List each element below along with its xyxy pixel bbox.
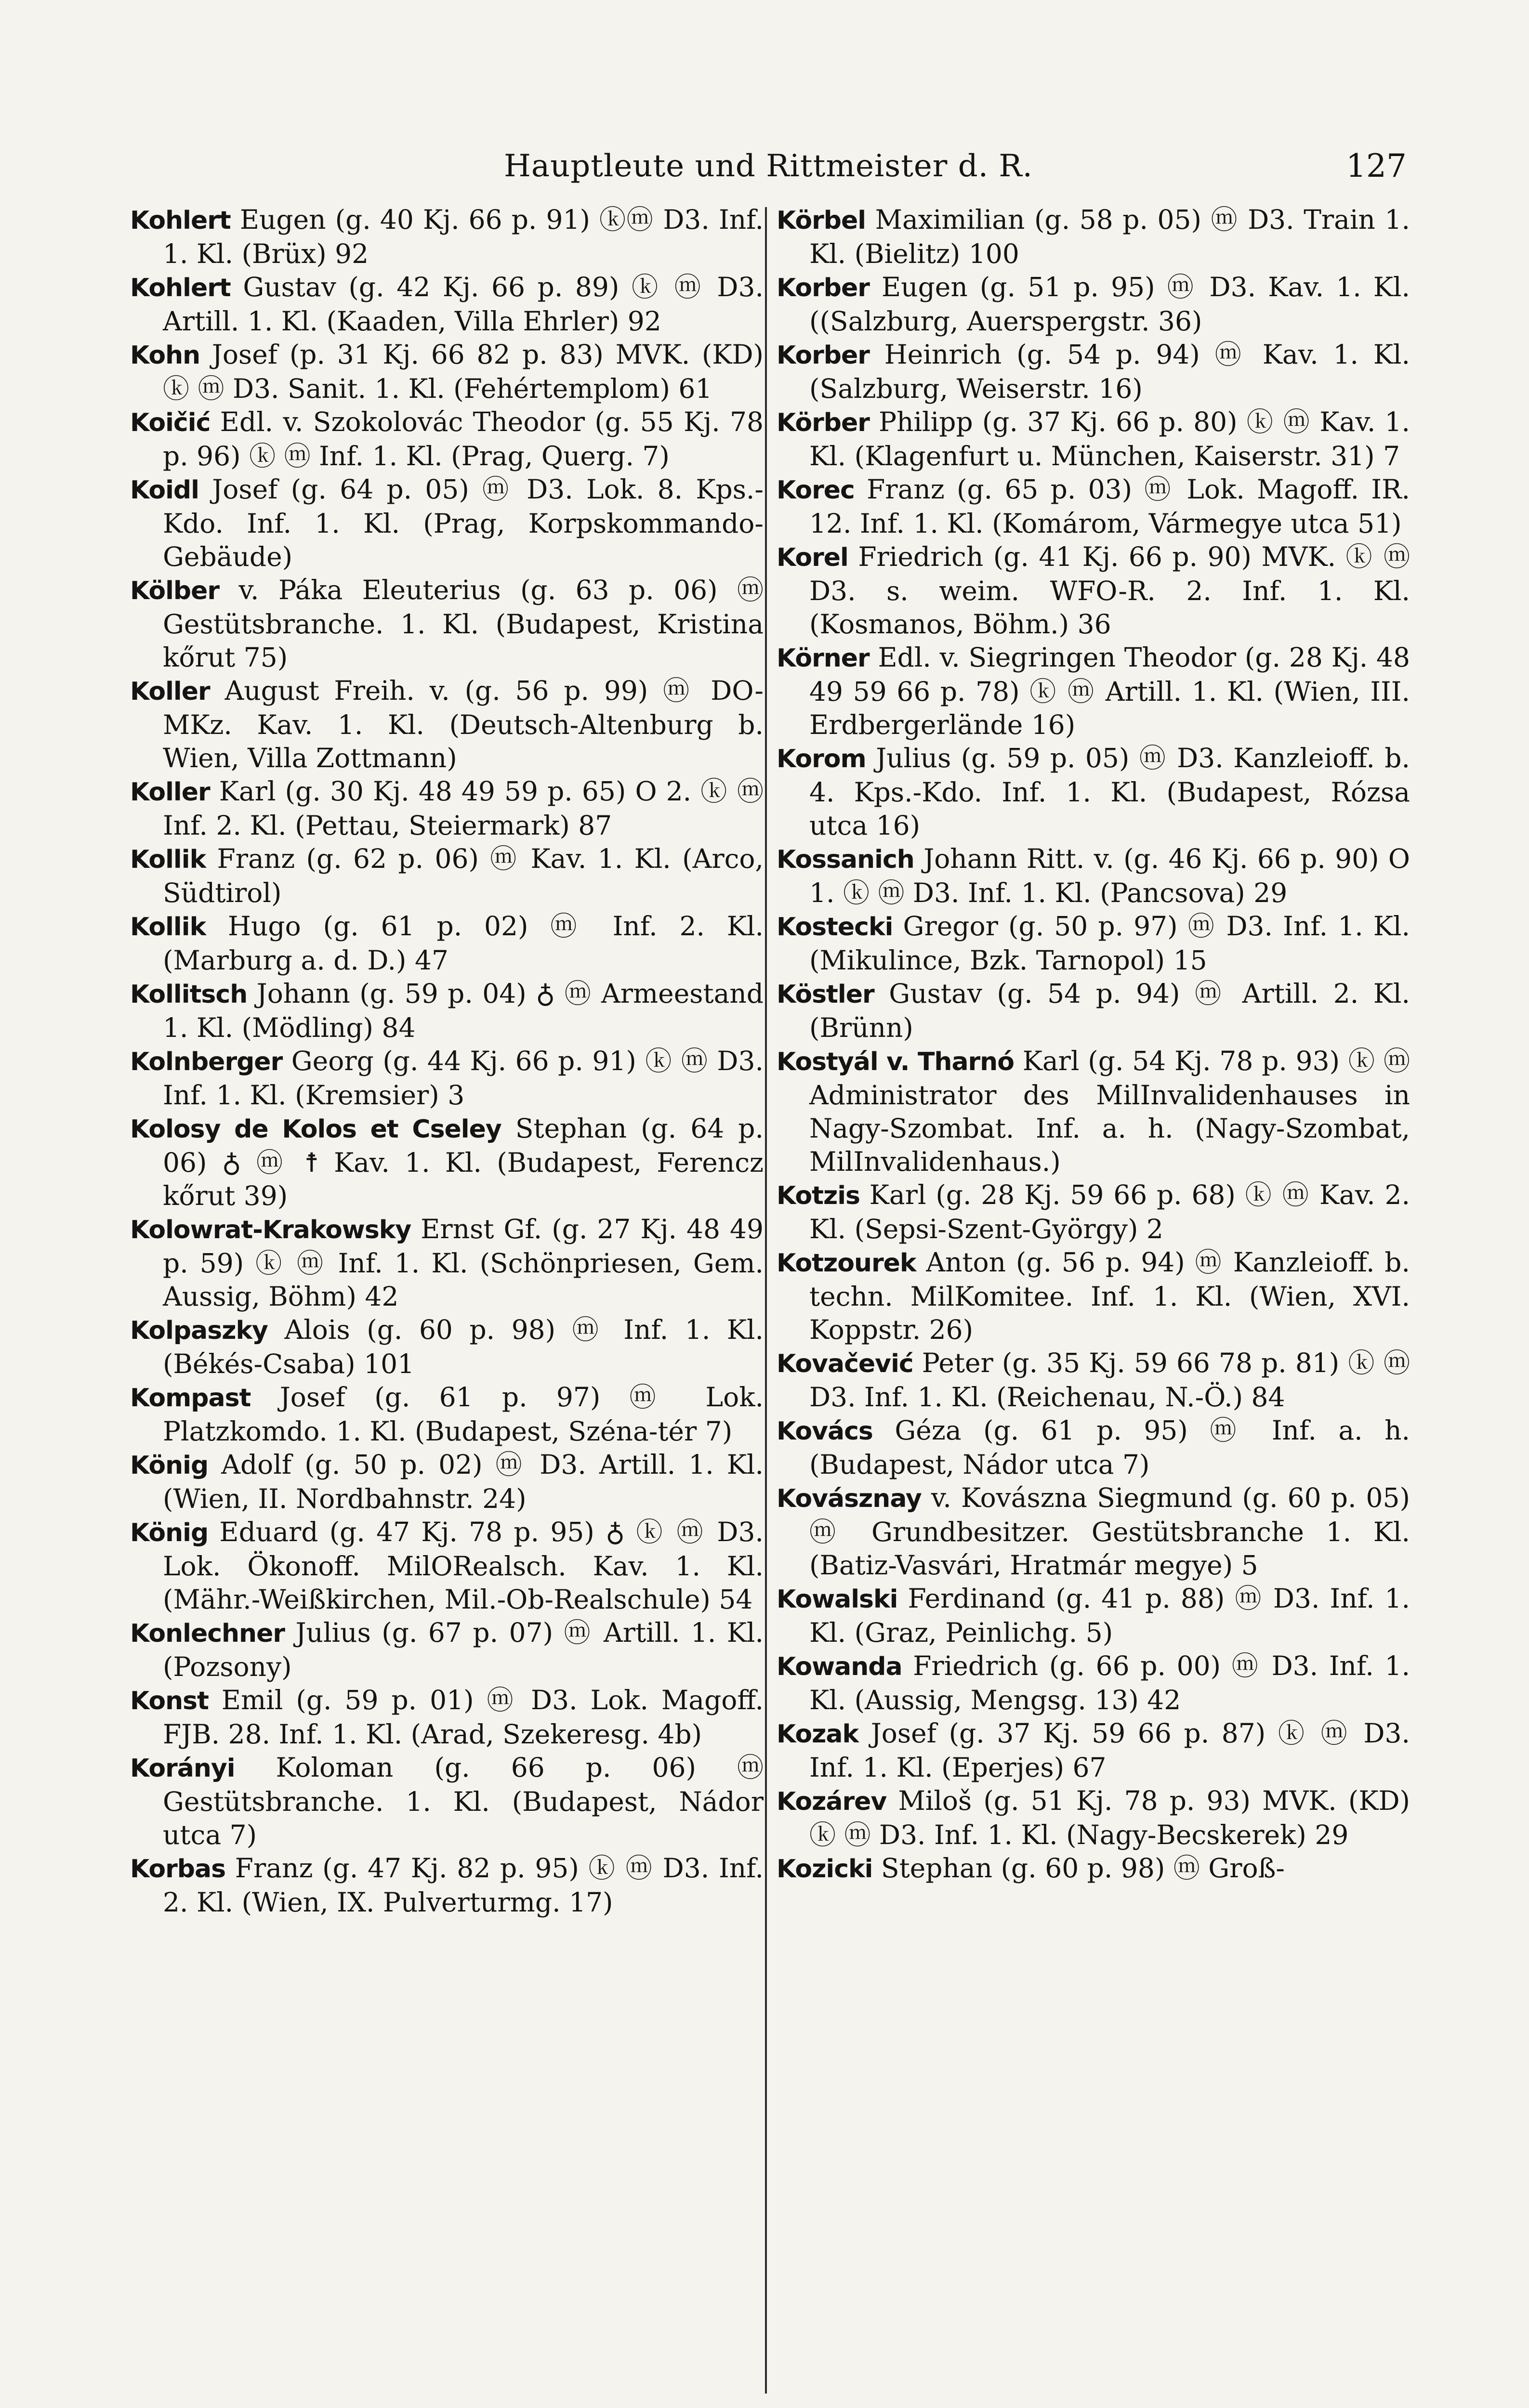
entry-surname: Kovásznay [777,1484,922,1513]
entry-details: Heinrich (g. 54 p. 94) ⓜ Kav. 1. Kl. (Salzburg, Weiserstr. 16) [809,339,1410,404]
entry-details: Franz (g. 65 p. 03) ⓜ Lok. Magoff. IR. 12. Inf. 1. Kl. (Komárom, Vármegye utca 51) [809,474,1410,539]
entry-details: Géza (g. 61 p. 95) ⓜ Inf. a. h. (Budapest, Nádor utca 7) [809,1415,1410,1480]
entry-surname: Körner [777,644,870,673]
entry-details: Karl (g. 54 Kj. 78 p. 93) ⓚ ⓜ Administrator des MilInvalidenhauses in Nagy-Szombat. Inf. a. h. (Nagy-Szombat, MilInvalidenhaus.) [809,1046,1410,1177]
entry-details: Gustav (g. 54 p. 94) ⓜ Artill. 2. Kl. (Brünn) [809,978,1410,1043]
entry-surname: Korányi [130,1754,235,1783]
directory-entry [777,540,1410,641]
entry-details: Adolf (g. 50 p. 02) ⓜ D3. Artill. 1. Kl. (Wien, II. Nordbahnstr. 24) [163,1449,764,1514]
directory-entry [130,842,764,910]
entry-surname: Kollik [130,845,206,874]
entry-surname: Kolowrat-Krakowsky [130,1216,411,1244]
entry-surname: Kozicki [777,1855,873,1884]
entry-details: Stephan (g. 64 p. 06) ♁ ⓜ ☨ Kav. 1. Kl. (Budapest, Ferencz kőrut 39) [163,1113,764,1211]
entry-details: Josef (g. 37 Kj. 59 66 p. 87) ⓚ ⓜ D3. Inf. 1. Kl. (Eperjes) 67 [809,1718,1410,1783]
entry-details: Hugo (g. 61 p. 02) ⓜ Inf. 2. Kl. (Marburg a. d. D.) 47 [163,911,764,976]
entry-surname: Kowalski [777,1585,898,1614]
directory-entry [130,338,764,406]
directory-entry [777,1347,1410,1414]
directory-entry [777,1246,1410,1347]
directory-entry [777,1178,1410,1246]
entry-details: Stephan (g. 60 p. 98) ⓜ Groß- [881,1853,1285,1884]
entry-details: Philipp (g. 37 Kj. 66 p. 80) ⓚ ⓜ Kav. 1. Kl. (Klagenfurt u. München, Kaiserstr. 31) 7 [809,406,1410,471]
entry-details: Josef (g. 64 p. 05) ⓜ D3. Lok. 8. Kps.-Kdo. Inf. 1. Kl. (Prag, Korpskommando-Gebäude) [163,474,764,572]
directory-entry [777,473,1410,540]
entry-surname: Kohlert [130,206,231,235]
entry-details: Julius (g. 67 p. 07) ⓜ Artill. 1. Kl. (Pozsony) [163,1617,764,1682]
directory-entry [130,1516,764,1616]
entry-surname: Kollitsch [130,980,248,1009]
directory-entry [130,1045,764,1112]
entry-details: Anton (g. 56 p. 94) ⓜ Kanzleioff. b. techn. MilKomitee. Inf. 1. Kl. (Wien, XVI. Koppstr. 26) [809,1247,1410,1345]
entry-details: Edl. v. Szokolovác Theodor (g. 55 Kj. 78 p. 96) ⓚ ⓜ Inf. 1. Kl. (Prag, Querg. 7) [163,406,764,471]
directory-entry [130,1684,764,1751]
page-header [130,140,1407,193]
entry-surname: Korber [777,274,870,302]
entry-details: Eduard (g. 47 Kj. 78 p. 95) ♁ ⓚ ⓜ D3. Lok. Ökonoff. MilORealsch. Kav. 1. Kl. (Mähr.-Weißkirchen, Mil.-Ob-Realschule) 54 [163,1517,764,1615]
entry-details: Miloš (g. 51 Kj. 78 p. 93) MVK. (KD) ⓚ ⓜ D3. Inf. 1. Kl. (Nagy-Becskerek) 29 [809,1785,1410,1850]
entry-details: Edl. v. Siegringen Theodor (g. 28 Kj. 48 49 59 66 p. 78) ⓚ ⓜ Artill. 1. Kl. (Wien, III. Erdbergerlände 16) [809,642,1410,740]
directory-entry [777,338,1410,406]
entry-surname: Korom [777,745,866,773]
page-number: 127 [1346,147,1407,184]
directory-entry [777,203,1410,271]
entry-surname: Konlechner [130,1619,285,1648]
entry-details: Friedrich (g. 66 p. 00) ⓜ D3. Inf. 1. Kl. (Aussig, Mengsg. 13) 42 [809,1650,1410,1715]
entry-surname: Kowanda [777,1652,902,1681]
entry-details: Gustav (g. 42 Kj. 66 p. 89) ⓚ ⓜ D3. Artill. 1. Kl. (Kaaden, Villa Ehrler) 92 [163,272,764,337]
entry-details: Eugen (g. 40 Kj. 66 p. 91) ⓚⓜ D3. Inf. 1. Kl. (Brüx) 92 [163,204,764,269]
entry-details: Georg (g. 44 Kj. 66 p. 91) ⓚ ⓜ D3. Inf. 1. Kl. (Kremsier) 3 [163,1046,764,1111]
directory-entry [130,1381,764,1448]
entry-details: Julius (g. 59 p. 05) ⓜ D3. Kanzleioff. b. 4. Kps.-Kdo. Inf. 1. Kl. (Budapest, Rózsa utca 16) [809,743,1410,841]
entry-details: Friedrich (g. 41 Kj. 66 p. 90) MVK. ⓚ ⓜ D3. s. weim. WFO-R. 2. Inf. 1. Kl. (Kosmanos, Böhm.) 36 [809,541,1410,640]
directory-entry [130,775,764,842]
entry-details: Gregor (g. 50 p. 97) ⓜ D3. Inf. 1. Kl. (Mikulince, Bzk. Tarnopol) 15 [809,911,1410,976]
directory-entry [130,674,764,775]
entry-details: Peter (g. 35 Kj. 59 66 78 p. 81) ⓚ ⓜ D3. Inf. 1. Kl. (Reichenau, N.-Ö.) 84 [809,1348,1410,1413]
directory-entry [130,1448,764,1516]
entry-details: Ernst Gf. (g. 27 Kj. 48 49 p. 59) ⓚ ⓜ Inf. 1. Kl. (Schönpriesen, Gem. Aussig, Böhm) 42 [163,1214,764,1312]
right-column [777,203,1410,2399]
entry-details: Emil (g. 59 p. 01) ⓜ D3. Lok. Magoff. FJB. 28. Inf. 1. Kl. (Arad, Szekeresg. 4b) [163,1685,764,1750]
left-column [130,203,764,2399]
entry-surname: Kohn [130,341,200,370]
directory-entry [777,406,1410,473]
directory-entry [130,1616,764,1684]
entry-surname: Körber [777,408,870,437]
entry-surname: Kozak [777,1720,859,1749]
entry-surname: Koidl [130,476,199,505]
entry-surname: Korel [777,543,848,572]
entry-surname: Kozárev [777,1787,887,1816]
directory-entry [130,1112,764,1213]
directory-entry [777,1717,1410,1784]
entry-details: Maximilian (g. 58 p. 05) ⓜ D3. Train 1. Kl. (Bielitz) 100 [809,204,1410,269]
entry-surname: Kolpaszky [130,1316,268,1345]
directory-entry [130,271,764,338]
directory-entry [130,1213,764,1313]
column-divider [765,207,767,2394]
directory-entry [777,1045,1410,1178]
directory-entry [130,574,764,674]
directory-entry [777,1481,1410,1582]
entry-details: Ferdinand (g. 41 p. 88) ⓜ D3. Inf. 1. Kl. (Graz, Peinlichg. 5) [809,1583,1410,1648]
directory-entry [777,271,1410,338]
entry-details: Eugen (g. 51 p. 95) ⓜ D3. Kav. 1. Kl. ((Salzburg, Auerspergstr. 36) [809,272,1410,337]
entry-details: v. Páka Eleuterius (g. 63 p. 06) ⓜ Gestütsbranche. 1. Kl. (Budapest, Kristina kőrut 75) [163,575,764,673]
directory-entry [777,1582,1410,1649]
entry-surname: Kostyál v. Tharnó [777,1047,1014,1076]
page-title: Hauptleute und Rittmeister d. R. [504,148,1033,184]
entry-surname: Konst [130,1687,209,1715]
directory-entry [777,910,1410,977]
directory-entry [130,1313,764,1381]
entry-details: v. Kovászna Siegmund (g. 60 p. 05) ⓜ Grundbesitzer. Gestütsbranche 1. Kl. (Batiz-Vasvári, Hratmár megye) 5 [809,1482,1410,1581]
entry-details: Josef (p. 31 Kj. 66 82 p. 83) MVK. (KD) ⓚ ⓜ D3. Sanit. 1. Kl. (Fehértemplom) 61 [163,339,764,404]
entry-surname: Kotzis [777,1181,860,1210]
entry-details: Karl (g. 30 Kj. 48 49 59 p. 65) O 2. ⓚ ⓜ Inf. 2. Kl. (Pettau, Steiermark) 87 [163,776,764,841]
directory-entry [130,910,764,977]
entry-surname: Körbel [777,206,866,235]
entry-surname: Koller [130,778,210,807]
directory-entry [130,977,764,1045]
entry-surname: Kolosy de Kolos et Cseley [130,1115,501,1144]
entry-details: Alois (g. 60 p. 98) ⓜ Inf. 1. Kl. (Békés-Csaba) 101 [163,1314,764,1379]
entry-details: Josef (g. 61 p. 97) ⓜ Lok. Platzkomdo. 1. Kl. (Budapest, Széna-tér 7) [163,1382,764,1447]
entry-details: Karl (g. 28 Kj. 59 66 p. 68) ⓚ ⓜ Kav. 2. Kl. (Sepsi-Szent-György) 2 [809,1179,1410,1244]
directory-entry [777,1852,1410,1886]
entry-surname: Kotzourek [777,1249,916,1278]
entry-surname: Korec [777,476,855,505]
entry-details: August Freih. v. (g. 56 p. 99) ⓜ DO-MKz. Kav. 1. Kl. (Deutsch-Altenburg b. Wien, Villa Zottmann) [163,675,764,773]
entry-surname: Korbas [130,1855,226,1884]
entry-details: Johann Ritt. v. (g. 46 Kj. 66 p. 90) O 1. ⓚ ⓜ D3. Inf. 1. Kl. (Pancsova) 29 [809,843,1410,908]
directory-entry [777,1649,1410,1717]
directory-entry [777,1784,1410,1852]
directory-entry [130,203,764,271]
entry-surname: Koičić [130,408,211,437]
directory-entry [130,406,764,473]
entry-details: Franz (g. 62 p. 06) ⓜ Kav. 1. Kl. (Arco, Südtirol) [163,843,764,908]
directory-entry [130,473,764,574]
directory-entry [777,842,1410,910]
entry-surname: Kohlert [130,274,231,302]
directory-entry [130,1852,764,1919]
entry-details: Johann (g. 59 p. 04) ♁ ⓜ Armeestand 1. Kl. (Mödling) 84 [163,978,764,1043]
entry-surname: Kossanich [777,845,914,874]
entry-surname: Kölber [130,576,220,605]
directory-entry [777,742,1410,842]
entry-surname: Kovačević [777,1349,913,1378]
entry-surname: König [130,1518,209,1547]
entry-details: Koloman (g. 66 p. 06) ⓜ Gestütsbranche. 1. Kl. (Budapest, Nádor utca 7) [163,1752,764,1850]
entry-surname: Kolnberger [130,1047,283,1076]
directory-entry [130,1751,764,1852]
entry-details: Franz (g. 47 Kj. 82 p. 95) ⓚ ⓜ D3. Inf. 2. Kl. (Wien, IX. Pulverturmg. 17) [163,1853,764,1918]
directory-entry [777,641,1410,742]
entry-surname: Köstler [777,980,874,1009]
entry-surname: König [130,1451,209,1480]
directory-entry [777,1414,1410,1481]
directory-entry [777,977,1410,1045]
entry-surname: Kollik [130,913,206,942]
entry-surname: Koller [130,677,210,706]
entry-surname: Kovács [777,1417,873,1446]
entry-surname: Kostecki [777,913,893,942]
entry-surname: Kompast [130,1384,251,1413]
entry-surname: Korber [777,341,870,370]
